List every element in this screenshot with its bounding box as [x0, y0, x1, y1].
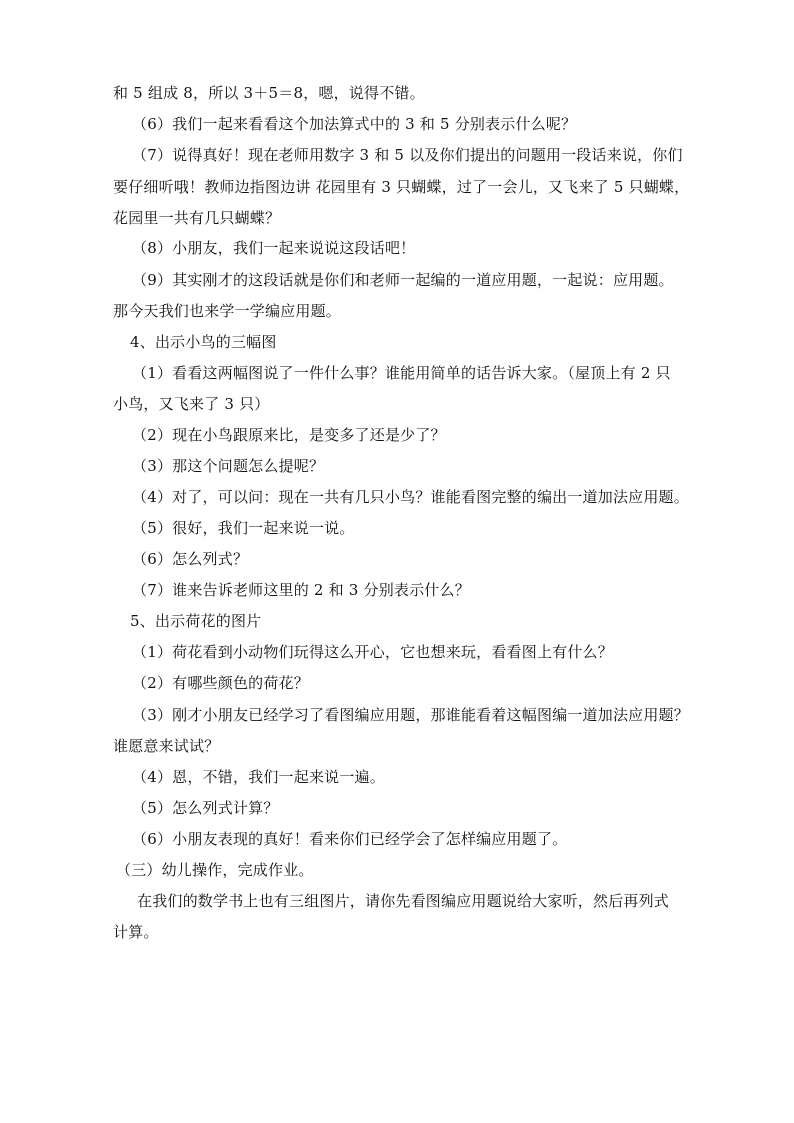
text-line: （3）那这个问题怎么提呢？ — [132, 457, 325, 475]
text-line: 要仔细听哦！教师边指图边讲 花园里有 3 只蝴蝶，过了一会儿，又飞来了 5 只蝴蝶， — [113, 178, 690, 196]
text-line: （3）刚才小朋友已经学习了看图编应用题，那谁能看着这幅图编一道加法应用题？ — [132, 706, 689, 724]
section-heading: 4、出示小鸟的三幅图 — [130, 333, 277, 351]
text-line: （5）怎么列式计算？ — [132, 799, 279, 817]
text-line: （4）恩，不错，我们一起来说一遍。 — [132, 768, 385, 786]
text-line: （2）现在小鸟跟原来比，是变多了还是少了？ — [132, 426, 446, 444]
text-line: 和 5 组成 8，所以 3＋5＝8，嗯，说得不错。 — [113, 84, 425, 102]
text-line: 小鸟，又飞来了 3 只） — [113, 395, 270, 413]
text-line: （1）看看这两幅图说了一件什么事？谁能用简单的话告诉大家。（屋顶上有 2 只 — [132, 364, 671, 382]
text-line: （6）我们一起来看看这个加法算式中的 3 和 5 分别表示什么呢？ — [132, 115, 577, 133]
text-line: （7）说得真好！现在老师用数字 3 和 5 以及你们提出的问题用一段话来说，你们 — [132, 146, 683, 164]
text-line: （4）对了，可以问：现在一共有几只小鸟？谁能看图完整的编出一道加法应用题。 — [132, 488, 689, 506]
text-line: 计算。 — [113, 923, 159, 941]
text-line: （6）怎么列式？ — [132, 550, 249, 568]
text-line: 花园里一共有几只蝴蝶？ — [113, 209, 281, 227]
text-line: 那今天我们也来学一学编应用题。 — [113, 302, 342, 320]
text-line: （1）荷花看到小动物们玩得这么开心，它也想来玩，看看图上有什么？ — [132, 643, 613, 661]
text-line: 谁愿意来试试？ — [113, 737, 220, 755]
text-line: （5）很好，我们一起来说一说。 — [132, 519, 355, 537]
text-line: 在我们的数学书上也有三组图片，请你先看图编应用题说给大家听，然后再列式 — [137, 892, 670, 910]
text-line: （9）其实刚才的这段话就是你们和老师一起编的一道应用题，一起说：应用题。 — [132, 271, 674, 289]
section-heading: （三）幼儿操作，完成作业。 — [116, 861, 314, 879]
section-heading: 5、出示荷花的图片 — [130, 612, 262, 630]
text-line: （6）小朋友表现的真好！看来你们已经学会了怎样编应用题了。 — [132, 830, 568, 848]
text-line: （7）谁来告诉老师这里的 2 和 3 分别表示什么？ — [132, 581, 470, 599]
text-line: （8）小朋友，我们一起来说说这段话吧！ — [132, 239, 416, 257]
text-line: （2）有哪些颜色的荷花？ — [132, 674, 309, 692]
